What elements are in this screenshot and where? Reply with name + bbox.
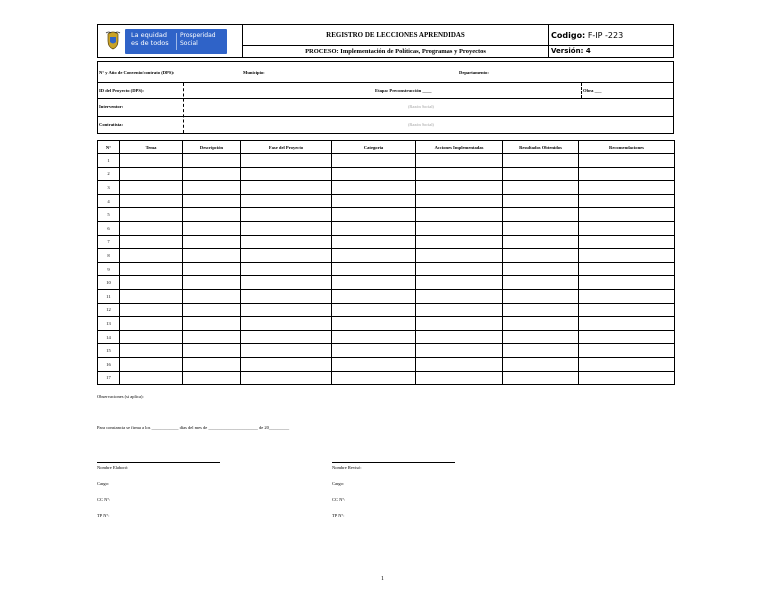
table-cell[interactable] <box>241 167 332 181</box>
table-cell[interactable] <box>332 330 416 344</box>
table-cell[interactable] <box>183 371 241 385</box>
row-number: 14 <box>98 330 120 344</box>
column-header: Fase del Proyecto <box>241 141 332 154</box>
table-cell[interactable] <box>503 344 579 358</box>
signature-line-reviso <box>332 462 455 463</box>
table-cell[interactable] <box>416 181 503 195</box>
table-row <box>98 167 675 181</box>
table-cell[interactable] <box>503 249 579 263</box>
table-cell[interactable] <box>416 344 503 358</box>
column-header: Recomendaciones <box>579 141 675 154</box>
table-cell[interactable] <box>183 317 241 331</box>
table-cell[interactable] <box>120 303 183 317</box>
table-row <box>98 276 675 290</box>
table-cell[interactable] <box>503 208 579 222</box>
table-cell[interactable] <box>416 249 503 263</box>
convenio-label: N° y Año de Convenio/contrato (DPS): <box>99 70 175 75</box>
table-cell[interactable] <box>183 330 241 344</box>
row-number: 4 <box>98 194 120 208</box>
table-cell[interactable] <box>241 154 332 168</box>
logo-separator <box>176 33 177 50</box>
table-cell[interactable] <box>579 154 675 168</box>
code-label: Codigo: <box>551 31 586 40</box>
table-cell[interactable] <box>503 181 579 195</box>
version-value: 4 <box>585 47 591 55</box>
table-row <box>98 330 675 344</box>
table-cell[interactable] <box>579 167 675 181</box>
table-cell[interactable] <box>120 330 183 344</box>
cc-elaboro-label: CC N°: <box>97 497 111 502</box>
column-header: Categoria <box>332 141 416 154</box>
row-number: 12 <box>98 303 120 317</box>
info-block <box>97 83 674 134</box>
column-header: Descripción <box>183 141 241 154</box>
table-cell[interactable] <box>183 344 241 358</box>
row-number: 7 <box>98 235 120 249</box>
table-cell[interactable] <box>579 262 675 276</box>
table-cell[interactable] <box>332 181 416 195</box>
table-cell[interactable] <box>579 317 675 331</box>
table-cell[interactable] <box>241 262 332 276</box>
table-cell[interactable] <box>332 371 416 385</box>
table-cell[interactable] <box>241 221 332 235</box>
table-cell[interactable] <box>241 235 332 249</box>
document-title: REGISTRO DE LECCIONES APRENDIDAS <box>243 25 549 46</box>
table-cell[interactable] <box>120 208 183 222</box>
table-cell[interactable] <box>120 181 183 195</box>
interventor-field[interactable]: (Razón Social) <box>408 104 434 109</box>
table-cell[interactable] <box>332 303 416 317</box>
column-header: Tema <box>120 141 183 154</box>
table-cell[interactable] <box>332 249 416 263</box>
table-cell[interactable] <box>332 154 416 168</box>
table-row <box>98 262 675 276</box>
table-cell[interactable] <box>332 344 416 358</box>
table-cell[interactable] <box>579 330 675 344</box>
table-cell[interactable] <box>416 371 503 385</box>
nombre-reviso-label: Nombre Revisó: <box>332 465 362 470</box>
cc-reviso-label: CC N°: <box>332 497 346 502</box>
table-cell[interactable] <box>332 167 416 181</box>
table-cell[interactable] <box>503 289 579 303</box>
table-cell[interactable] <box>332 289 416 303</box>
table-row <box>98 235 675 249</box>
code-value: F-IP -223 <box>587 31 624 40</box>
constancia-text: Para constancia se firma a los ____________ días del mes de ______________________ de 20_________ <box>97 425 290 430</box>
table-cell[interactable] <box>332 208 416 222</box>
table-cell[interactable] <box>120 262 183 276</box>
table-cell[interactable] <box>183 194 241 208</box>
table-cell[interactable] <box>120 154 183 168</box>
row-number: 1 <box>98 154 120 168</box>
row-number: 3 <box>98 181 120 195</box>
table-cell[interactable] <box>503 221 579 235</box>
table-cell[interactable] <box>579 344 675 358</box>
table-cell[interactable] <box>183 249 241 263</box>
table-row <box>98 221 675 235</box>
table-cell[interactable] <box>579 357 675 371</box>
cargo-reviso-label: Cargo: <box>332 481 345 486</box>
table-cell[interactable] <box>416 235 503 249</box>
process-name: PROCESO: Implementación de Políticas, Programas y Proyectos <box>243 46 549 57</box>
table-cell[interactable] <box>120 344 183 358</box>
table-cell[interactable] <box>183 208 241 222</box>
table-body <box>98 154 675 385</box>
obra-divider <box>581 83 582 98</box>
table-cell[interactable] <box>503 262 579 276</box>
row-number: 11 <box>98 289 120 303</box>
table-cell[interactable] <box>241 344 332 358</box>
table-cell[interactable] <box>332 357 416 371</box>
table-cell[interactable] <box>503 276 579 290</box>
row-number: 17 <box>98 371 120 385</box>
table-row <box>98 249 675 263</box>
document-header <box>97 24 674 58</box>
table-cell[interactable] <box>332 317 416 331</box>
table-cell[interactable] <box>120 249 183 263</box>
table-cell[interactable] <box>503 167 579 181</box>
table-cell[interactable] <box>120 289 183 303</box>
table-cell[interactable] <box>416 330 503 344</box>
table-cell[interactable] <box>183 167 241 181</box>
table-cell[interactable] <box>183 303 241 317</box>
table-cell[interactable] <box>416 221 503 235</box>
row-number: 5 <box>98 208 120 222</box>
observaciones-label: Observaciones (si aplica): <box>97 394 144 399</box>
table-cell[interactable] <box>120 357 183 371</box>
table-cell[interactable] <box>503 235 579 249</box>
table-cell[interactable] <box>120 221 183 235</box>
table-cell[interactable] <box>503 303 579 317</box>
table-cell[interactable] <box>120 276 183 290</box>
table-cell[interactable] <box>332 194 416 208</box>
table-cell[interactable] <box>416 357 503 371</box>
table-cell[interactable] <box>579 249 675 263</box>
document-code <box>549 25 673 46</box>
row-number: 15 <box>98 344 120 358</box>
table-cell[interactable] <box>332 235 416 249</box>
row-number: 2 <box>98 167 120 181</box>
table-row <box>98 194 675 208</box>
table-cell[interactable] <box>416 289 503 303</box>
row-number: 13 <box>98 317 120 331</box>
departamento-label: Departamento: <box>459 70 489 75</box>
table-row <box>98 371 675 385</box>
row-number: 8 <box>98 249 120 263</box>
interventor-label: Interventor: <box>99 104 124 109</box>
table-cell[interactable] <box>416 262 503 276</box>
table-cell[interactable] <box>332 221 416 235</box>
signature-line-elaboro <box>97 462 220 463</box>
table-row <box>98 289 675 303</box>
table-cell[interactable] <box>183 262 241 276</box>
info-row-convenio <box>97 61 674 83</box>
version-label: Versión: <box>551 47 584 55</box>
table-cell[interactable] <box>416 303 503 317</box>
table-cell[interactable] <box>183 235 241 249</box>
table-cell[interactable] <box>183 181 241 195</box>
row-number: 9 <box>98 262 120 276</box>
contratista-field[interactable]: (Razón Social) <box>408 122 434 127</box>
table-cell[interactable] <box>120 317 183 331</box>
table-cell[interactable] <box>332 276 416 290</box>
table-cell[interactable] <box>416 154 503 168</box>
table-cell[interactable] <box>503 194 579 208</box>
table-row <box>98 181 675 195</box>
table-header-row <box>98 141 675 154</box>
table-cell[interactable] <box>503 330 579 344</box>
logo-left-line2: es de todos <box>131 39 169 47</box>
table-cell[interactable] <box>241 317 332 331</box>
table-cell[interactable] <box>183 276 241 290</box>
nombre-elaboro-label: Nombre Elaboró: <box>97 465 129 470</box>
document-version <box>549 46 673 57</box>
lessons-table <box>97 140 675 385</box>
tp-reviso-label: TP N°: <box>332 513 345 518</box>
table-cell[interactable] <box>241 357 332 371</box>
etapa-label: Etapa: Preconstrucción ____ <box>375 88 432 93</box>
table-cell[interactable] <box>579 208 675 222</box>
table-cell[interactable] <box>416 208 503 222</box>
table-row <box>98 303 675 317</box>
row-number: 6 <box>98 221 120 235</box>
column-header: N° <box>98 141 120 154</box>
table-cell[interactable] <box>579 289 675 303</box>
table-cell[interactable] <box>241 181 332 195</box>
table-cell[interactable] <box>579 371 675 385</box>
row-number: 16 <box>98 357 120 371</box>
column-header: Acciones Implementadas <box>416 141 503 154</box>
cargo-elaboro-label: Cargo: <box>97 481 110 486</box>
table-cell[interactable] <box>241 194 332 208</box>
table-cell[interactable] <box>120 235 183 249</box>
table-cell[interactable] <box>241 208 332 222</box>
table-cell[interactable] <box>579 276 675 290</box>
coat-of-arms-icon <box>105 30 121 50</box>
table-cell[interactable] <box>579 303 675 317</box>
table-row <box>98 317 675 331</box>
tp-elaboro-label: TP N°: <box>97 513 110 518</box>
logo-cell <box>98 25 243 57</box>
table-cell[interactable] <box>579 181 675 195</box>
logo-right-line2: Social <box>180 40 198 47</box>
table-cell[interactable] <box>416 167 503 181</box>
table-row <box>98 357 675 371</box>
table-cell[interactable] <box>503 154 579 168</box>
column-header: Resultados Obtenidos <box>503 141 579 154</box>
label-column-divider <box>183 83 184 133</box>
row-number: 10 <box>98 276 120 290</box>
logo-right-line1: Prosperidad <box>180 32 216 39</box>
table-row <box>98 344 675 358</box>
table-cell[interactable] <box>503 371 579 385</box>
table-cell[interactable] <box>579 221 675 235</box>
table-row <box>98 208 675 222</box>
table-cell[interactable] <box>241 289 332 303</box>
dps-logo <box>125 29 227 54</box>
table-cell[interactable] <box>120 167 183 181</box>
table-cell[interactable] <box>579 194 675 208</box>
row-divider <box>98 98 673 99</box>
contratista-label: Contratista: <box>99 122 123 127</box>
table-cell[interactable] <box>416 276 503 290</box>
table-cell[interactable] <box>579 235 675 249</box>
table-cell[interactable] <box>503 317 579 331</box>
table-cell[interactable] <box>416 317 503 331</box>
table-cell[interactable] <box>183 357 241 371</box>
table-cell[interactable] <box>183 154 241 168</box>
logo-left-line1: La equidad <box>131 31 167 39</box>
table-cell[interactable] <box>183 221 241 235</box>
row-divider <box>98 116 673 117</box>
id-proyecto-label: ID del Proyecto (DPS): <box>99 88 144 93</box>
table-cell[interactable] <box>503 357 579 371</box>
table-cell[interactable] <box>332 262 416 276</box>
table-cell[interactable] <box>120 371 183 385</box>
table-cell[interactable] <box>241 303 332 317</box>
municipio-label: Municipio: <box>243 70 265 75</box>
table-cell[interactable] <box>416 194 503 208</box>
page-number: 1 <box>381 576 384 582</box>
table-cell[interactable] <box>241 371 332 385</box>
obra-label: Obra ___ <box>583 88 602 93</box>
table-cell[interactable] <box>241 249 332 263</box>
table-cell[interactable] <box>241 330 332 344</box>
table-cell[interactable] <box>241 276 332 290</box>
table-cell[interactable] <box>120 194 183 208</box>
table-row <box>98 154 675 168</box>
table-cell[interactable] <box>183 289 241 303</box>
